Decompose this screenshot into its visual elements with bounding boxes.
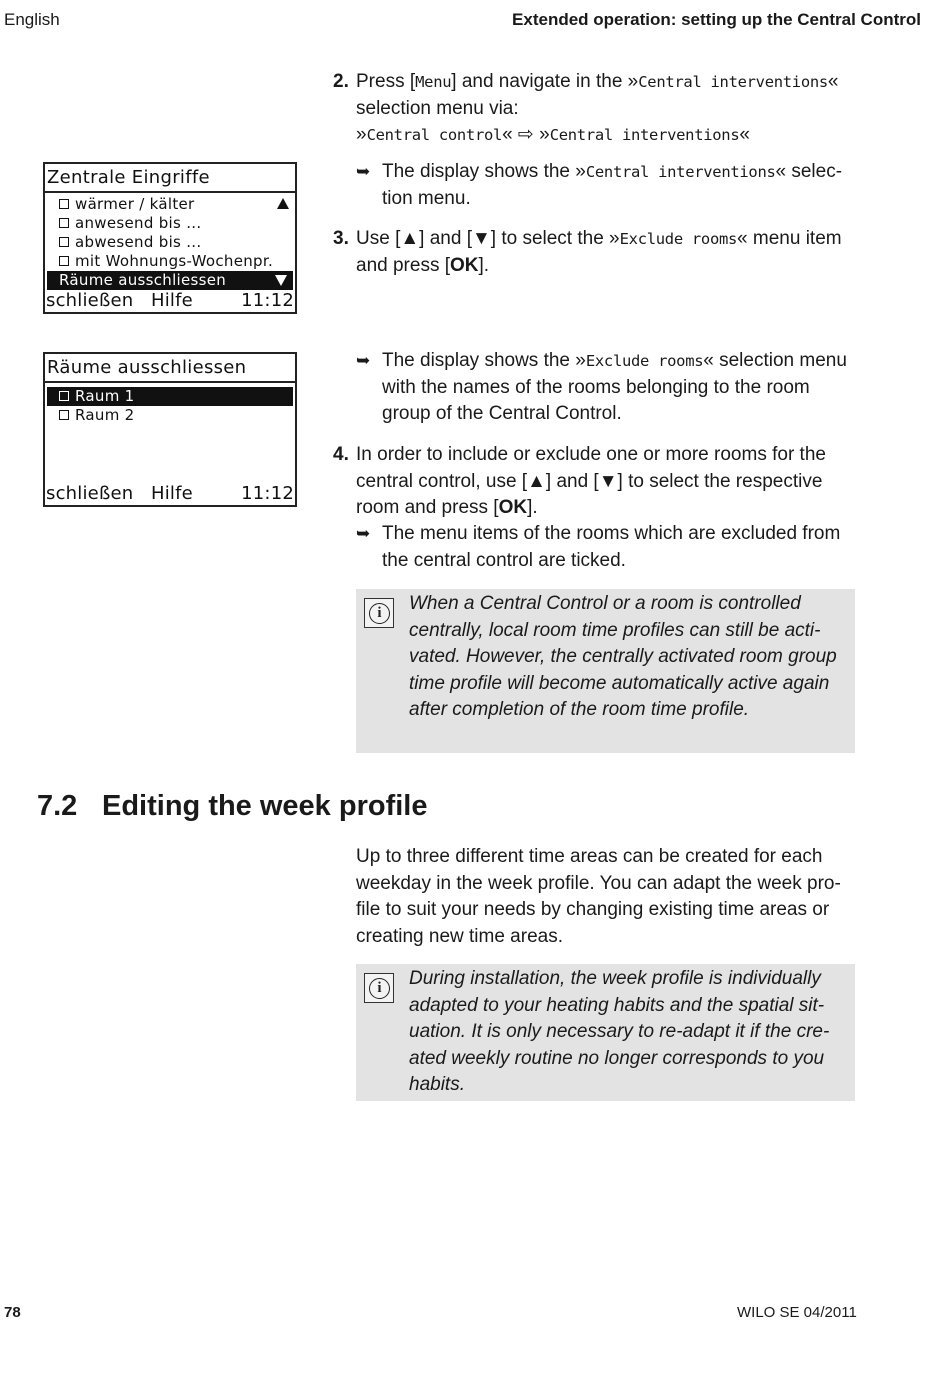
step-4 <box>333 442 853 522</box>
step-text: Press [Menu] and navigate in the »Central interventions« selection menu via: »Central control« ⇨ »Central interventions« <box>356 71 839 145</box>
info-note-text: When a Central Control or a room is controlled centrally, local room time profiles can still be acti-vated. However, the centrally activated room group time profile will become automatically active again after completion of the room time profile. <box>409 593 837 720</box>
lcd-softkey-close: schließen <box>46 290 134 311</box>
result-arrow-icon: ➥ <box>356 351 371 370</box>
lcd-footer <box>45 483 295 505</box>
section-paragraph: Up to three different time areas can be created for each weekday in the week profile. You can adapt the week pro-file to suit your needs by changing existing time areas or creating new time areas. <box>356 846 841 947</box>
lcd-footer <box>45 290 295 312</box>
section-title: Editing the week profile <box>102 790 428 822</box>
header-language: English <box>4 10 60 29</box>
info-icon: i <box>364 973 394 1003</box>
info-note-2 <box>356 964 855 1101</box>
step-number: 2. <box>333 71 349 92</box>
result-arrow-icon: ➥ <box>356 524 371 543</box>
lcd-softkey-help: Hilfe <box>151 483 193 504</box>
step-number: 3. <box>333 228 349 249</box>
lcd-clock: 11:12 <box>241 483 294 504</box>
lcd-softkey-help: Hilfe <box>151 290 193 311</box>
result-text: The menu items of the rooms which are excluded from the central control are ticked. <box>382 523 841 571</box>
lcd-title: Zentrale Eingriffe <box>45 164 295 193</box>
lcd-menu-item: wärmer / kälter <box>45 195 295 214</box>
lcd-menu-item-selected: Raum 1 <box>47 387 293 406</box>
page-number: 78 <box>4 1304 21 1321</box>
result-4 <box>356 521 856 574</box>
section-number: 7.2 <box>37 790 78 822</box>
lcd-menu-item: Raum 2 <box>45 406 295 425</box>
step-text: Use [▲] and [▼] to select the »Exclude rooms« menu item and press [OK]. <box>356 228 842 276</box>
result-3 <box>356 348 856 428</box>
step-3 <box>333 226 853 279</box>
step-2 <box>333 69 853 149</box>
checkbox-icon <box>59 218 69 228</box>
checkbox-icon <box>59 256 69 266</box>
result-2 <box>356 159 856 212</box>
header-chapter-title: Extended operation: setting up the Central Control <box>512 10 921 29</box>
lcd-menu-item: anwesend bis ... <box>45 214 295 233</box>
info-icon: i <box>364 598 394 628</box>
scroll-up-icon <box>277 198 289 209</box>
lcd-display-exclude-rooms <box>43 352 297 507</box>
footer-publisher: WILO SE 04/2011 <box>737 1304 857 1321</box>
step-number: 4. <box>333 444 349 465</box>
checkbox-icon <box>59 391 69 401</box>
result-arrow-icon: ➥ <box>356 162 371 181</box>
info-note-1 <box>356 589 855 753</box>
checkbox-icon <box>59 410 69 420</box>
lcd-clock: 11:12 <box>241 290 294 311</box>
result-text: The display shows the »Exclude rooms« selection menu with the names of the rooms belonging to the room group of the Central Control. <box>382 350 847 424</box>
lcd-menu-item-selected: Räume ausschliessen <box>47 271 293 290</box>
checkbox-icon <box>59 199 69 209</box>
result-text: The display shows the »Central interventions« selec-tion menu. <box>382 161 843 209</box>
lcd-menu-item: mit Wohnungs-Wochenpr. <box>45 252 295 271</box>
info-note-text: During installation, the week profile is individually adapted to your heating habits and the spatial sit-uation. It is only necessary to re-adapt it if the cre-ated weekly routine no longer corresponds to you habits. <box>409 968 830 1095</box>
lcd-menu-item: abwesend bis ... <box>45 233 295 252</box>
scroll-down-icon <box>275 275 287 286</box>
lcd-display-central-interventions <box>43 162 297 314</box>
checkbox-icon <box>59 237 69 247</box>
lcd-title: Räume ausschliessen <box>45 354 295 383</box>
lcd-softkey-close: schließen <box>46 483 134 504</box>
step-text: In order to include or exclude one or more rooms for the central control, use [▲] and [▼] to select the respective room and press [OK]. <box>356 444 826 518</box>
